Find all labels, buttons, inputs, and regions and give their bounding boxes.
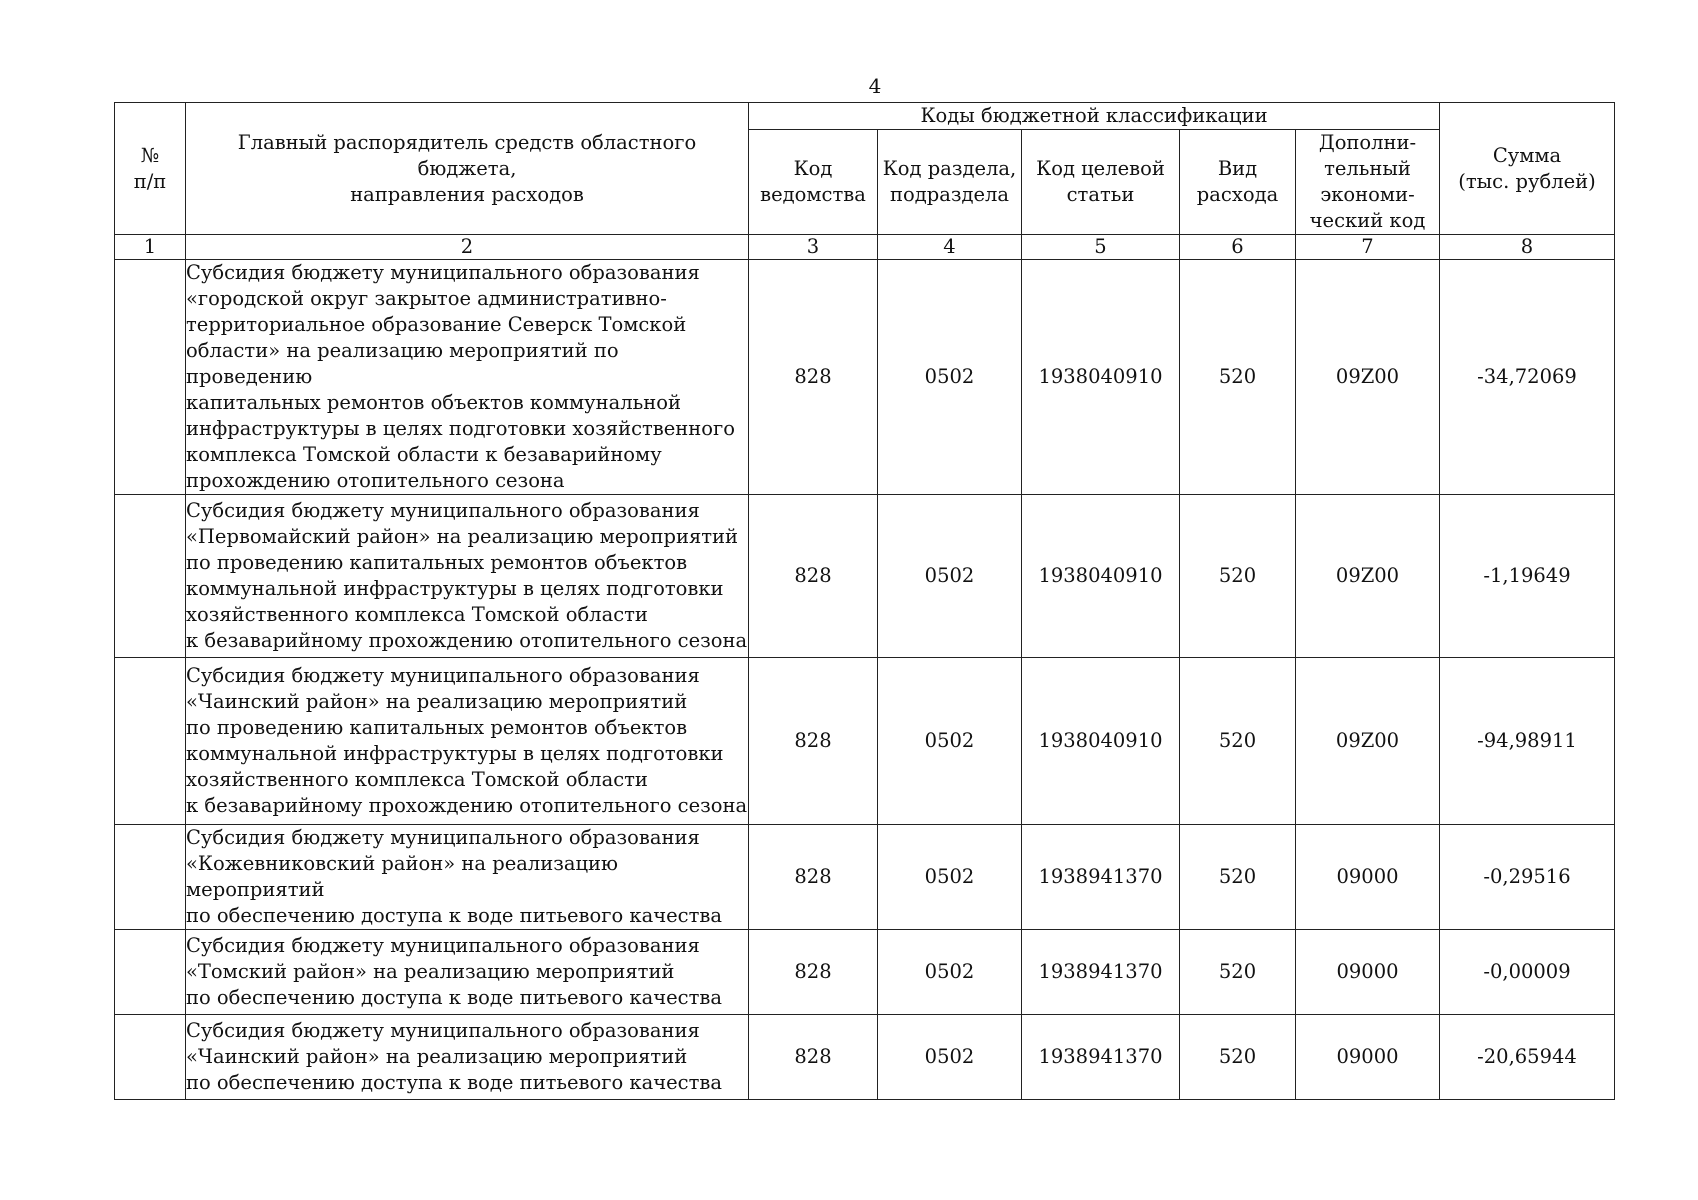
row-expense-code: 520 bbox=[1180, 1015, 1296, 1100]
page-number: 4 bbox=[868, 74, 882, 98]
header-col-sum: Сумма (тыс. рублей) bbox=[1440, 103, 1615, 235]
header-col-expense: Вид расхода bbox=[1180, 130, 1296, 235]
table-row bbox=[115, 260, 1615, 495]
row-dept-code: 828 bbox=[749, 930, 878, 1015]
row-target-code: 1938040910 bbox=[1022, 658, 1180, 825]
row-section-code: 0502 bbox=[878, 1015, 1022, 1100]
row-dept-code: 828 bbox=[749, 825, 878, 930]
row-sum: -34,72069 bbox=[1440, 260, 1615, 495]
table-row bbox=[115, 930, 1615, 1015]
row-expense-code: 520 bbox=[1180, 495, 1296, 658]
table-header bbox=[115, 103, 1615, 260]
row-section-code: 0502 bbox=[878, 260, 1022, 495]
row-dept-code: 828 bbox=[749, 658, 878, 825]
row-section-code: 0502 bbox=[878, 658, 1022, 825]
column-number: 8 bbox=[1440, 235, 1615, 260]
row-number bbox=[115, 1015, 186, 1100]
row-econ-code: 09Z00 bbox=[1296, 495, 1440, 658]
row-number bbox=[115, 825, 186, 930]
row-econ-code: 09000 bbox=[1296, 1015, 1440, 1100]
row-dept-code: 828 bbox=[749, 1015, 878, 1100]
header-col-no: № п/п bbox=[115, 103, 186, 235]
budget-table bbox=[114, 102, 1615, 1100]
row-dept-code: 828 bbox=[749, 495, 878, 658]
row-expense-code: 520 bbox=[1180, 825, 1296, 930]
row-dept-code: 828 bbox=[749, 260, 878, 495]
column-number: 6 bbox=[1180, 235, 1296, 260]
row-expense-code: 520 bbox=[1180, 930, 1296, 1015]
header-col-section: Код раздела, подраздела bbox=[878, 130, 1022, 235]
row-number bbox=[115, 495, 186, 658]
row-number bbox=[115, 260, 186, 495]
column-number: 1 bbox=[115, 235, 186, 260]
row-econ-code: 09000 bbox=[1296, 825, 1440, 930]
row-name: Субсидия бюджету муниципального образования «Первомайский район» на реализацию мероприятий по проведению капитальных ремонтов объектов коммунальной инфраструктуры в целях подготовки хозяйственного комплекса Томской области к безаварийному прохождению отопительного сезона bbox=[186, 495, 749, 658]
row-expense-code: 520 bbox=[1180, 658, 1296, 825]
row-econ-code: 09Z00 bbox=[1296, 658, 1440, 825]
row-sum: -20,65944 bbox=[1440, 1015, 1615, 1100]
row-econ-code: 09000 bbox=[1296, 930, 1440, 1015]
row-number bbox=[115, 930, 186, 1015]
header-col-target: Код целевой статьи bbox=[1022, 130, 1180, 235]
header-col-econ: Дополни- тельный экономи- ческий код bbox=[1296, 130, 1440, 235]
row-name: Субсидия бюджету муниципального образования «Кожевниковский район» на реализацию мероприятий по обеспечению доступа к воде питьевого качества bbox=[186, 825, 749, 930]
table-row bbox=[115, 658, 1615, 825]
column-number: 4 bbox=[878, 235, 1022, 260]
row-number bbox=[115, 658, 186, 825]
table-row bbox=[115, 1015, 1615, 1100]
row-sum: -0,00009 bbox=[1440, 930, 1615, 1015]
row-target-code: 1938941370 bbox=[1022, 1015, 1180, 1100]
row-sum: -94,98911 bbox=[1440, 658, 1615, 825]
row-name: Субсидия бюджету муниципального образования «городской округ закрытое административно- территориальное образование Северск Томской области» на реализацию мероприятий по проведению капитальных ремонтов объектов коммунальной инфраструктуры в целях подготовки хозяйственного комплекса Томской области к безаварийному прохождению отопительного сезона bbox=[186, 260, 749, 495]
column-number: 2 bbox=[186, 235, 749, 260]
row-section-code: 0502 bbox=[878, 495, 1022, 658]
row-target-code: 1938941370 bbox=[1022, 930, 1180, 1015]
column-number: 3 bbox=[749, 235, 878, 260]
row-econ-code: 09Z00 bbox=[1296, 260, 1440, 495]
row-target-code: 1938941370 bbox=[1022, 825, 1180, 930]
row-name: Субсидия бюджету муниципального образования «Чаинский район» на реализацию мероприятий по проведению капитальных ремонтов объектов коммунальной инфраструктуры в целях подготовки хозяйственного комплекса Томской области к безаварийному прохождению отопительного сезона bbox=[186, 658, 749, 825]
table-body bbox=[115, 260, 1615, 1100]
row-section-code: 0502 bbox=[878, 825, 1022, 930]
table-row bbox=[115, 495, 1615, 658]
row-target-code: 1938040910 bbox=[1022, 495, 1180, 658]
row-section-code: 0502 bbox=[878, 930, 1022, 1015]
row-sum: -1,19649 bbox=[1440, 495, 1615, 658]
column-numbers-row bbox=[115, 235, 1615, 260]
table-row bbox=[115, 825, 1615, 930]
row-sum: -0,29516 bbox=[1440, 825, 1615, 930]
column-number: 5 bbox=[1022, 235, 1180, 260]
row-target-code: 1938040910 bbox=[1022, 260, 1180, 495]
row-name: Субсидия бюджету муниципального образования «Чаинский район» на реализацию мероприятий по обеспечению доступа к воде питьевого качества bbox=[186, 1015, 749, 1100]
header-col-dept: Код ведомства bbox=[749, 130, 878, 235]
row-name: Субсидия бюджету муниципального образования «Томский район» на реализацию мероприятий по обеспечению доступа к воде питьевого качества bbox=[186, 930, 749, 1015]
header-group-codes: Коды бюджетной классификации bbox=[749, 103, 1440, 130]
header-col-name: Главный распорядитель средств областного бюджета, направления расходов bbox=[186, 103, 749, 235]
column-number: 7 bbox=[1296, 235, 1440, 260]
row-expense-code: 520 bbox=[1180, 260, 1296, 495]
